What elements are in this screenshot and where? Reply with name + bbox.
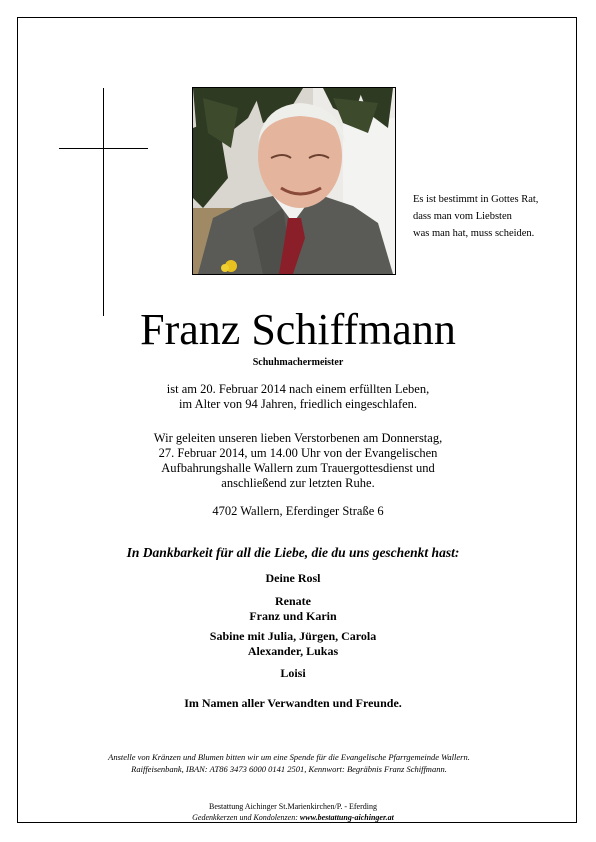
death-notice-line: ist am 20. Februar 2014 nach einem erfüllten Leben,: [166, 382, 430, 396]
death-notice-line: im Alter von 94 Jahren, friedlich eingeschlafen.: [178, 397, 418, 411]
funeral-line: 27. Februar 2014, um 14.00 Uhr von der Evangelischen: [158, 446, 438, 460]
footer-website-link[interactable]: www.bestattung-aichinger.at: [299, 813, 394, 822]
death-notice: [0, 382, 596, 412]
mourner-group: [0, 571, 586, 586]
mourner-group: [0, 594, 586, 624]
mourner-name: Sabine mit Julia, Jürgen, Carola: [209, 629, 377, 643]
cross-horizontal-bar: [59, 148, 148, 149]
donation-line: Anstelle von Kränzen und Blumen bitten wir um eine Spende für die Evangelische Pfarrgemeinde Wallern.: [108, 752, 470, 762]
memorial-verse: [413, 191, 538, 242]
footer-company: Bestattung Aichinger St.Marienkirchen/P. - Eferding: [209, 802, 377, 811]
funeral-line: anschließend zur letzten Ruhe.: [221, 476, 375, 490]
deceased-name: Franz Schiffmann: [140, 305, 456, 354]
mourner-group: [0, 666, 586, 681]
mourner-name: Deine Rosl: [265, 571, 321, 585]
mourner-closing: Im Namen aller Verwandten und Freunde.: [184, 696, 402, 710]
verse-line: dass man vom Liebsten: [413, 211, 512, 222]
mourner-name: Loisi: [280, 666, 306, 680]
address: 4702 Wallern, Eferdinger Straße 6: [212, 504, 384, 518]
portrait-photo: [192, 87, 396, 275]
funeral-details: [0, 431, 596, 491]
mourner-name: Franz und Karin: [249, 609, 337, 623]
donation-line: Raiffeisenbank, IBAN: AT86 3473 6000 0141 2501, Kennwort: Begräbnis Franz Schiffmann.: [131, 764, 447, 774]
thanks-heading: In Dankbarkeit für all die Liebe, die du uns geschenkt hast:: [126, 545, 460, 560]
cross-vertical-bar: [103, 88, 104, 316]
verse-line: Es ist bestimmt in Gottes Rat,: [413, 194, 539, 205]
footer: [0, 801, 586, 823]
funeral-line: Wir geleiten unseren lieben Verstorbenen am Donnerstag,: [153, 431, 443, 445]
footer-condolence-label: Gedenkkerzen und Kondolenzen:: [192, 813, 298, 822]
mourner-group: [0, 629, 586, 659]
verse-line: was man hat, muss scheiden.: [413, 228, 535, 239]
mourner-name: Renate: [275, 594, 311, 608]
deceased-profession: Schuhmachermeister: [252, 357, 344, 368]
mourner-name: Alexander, Lukas: [247, 644, 339, 658]
funeral-line: Aufbahrungshalle Wallern zum Trauergottesdienst und: [161, 461, 435, 475]
donation-note: [0, 751, 578, 775]
footer-condolence: [0, 812, 586, 823]
